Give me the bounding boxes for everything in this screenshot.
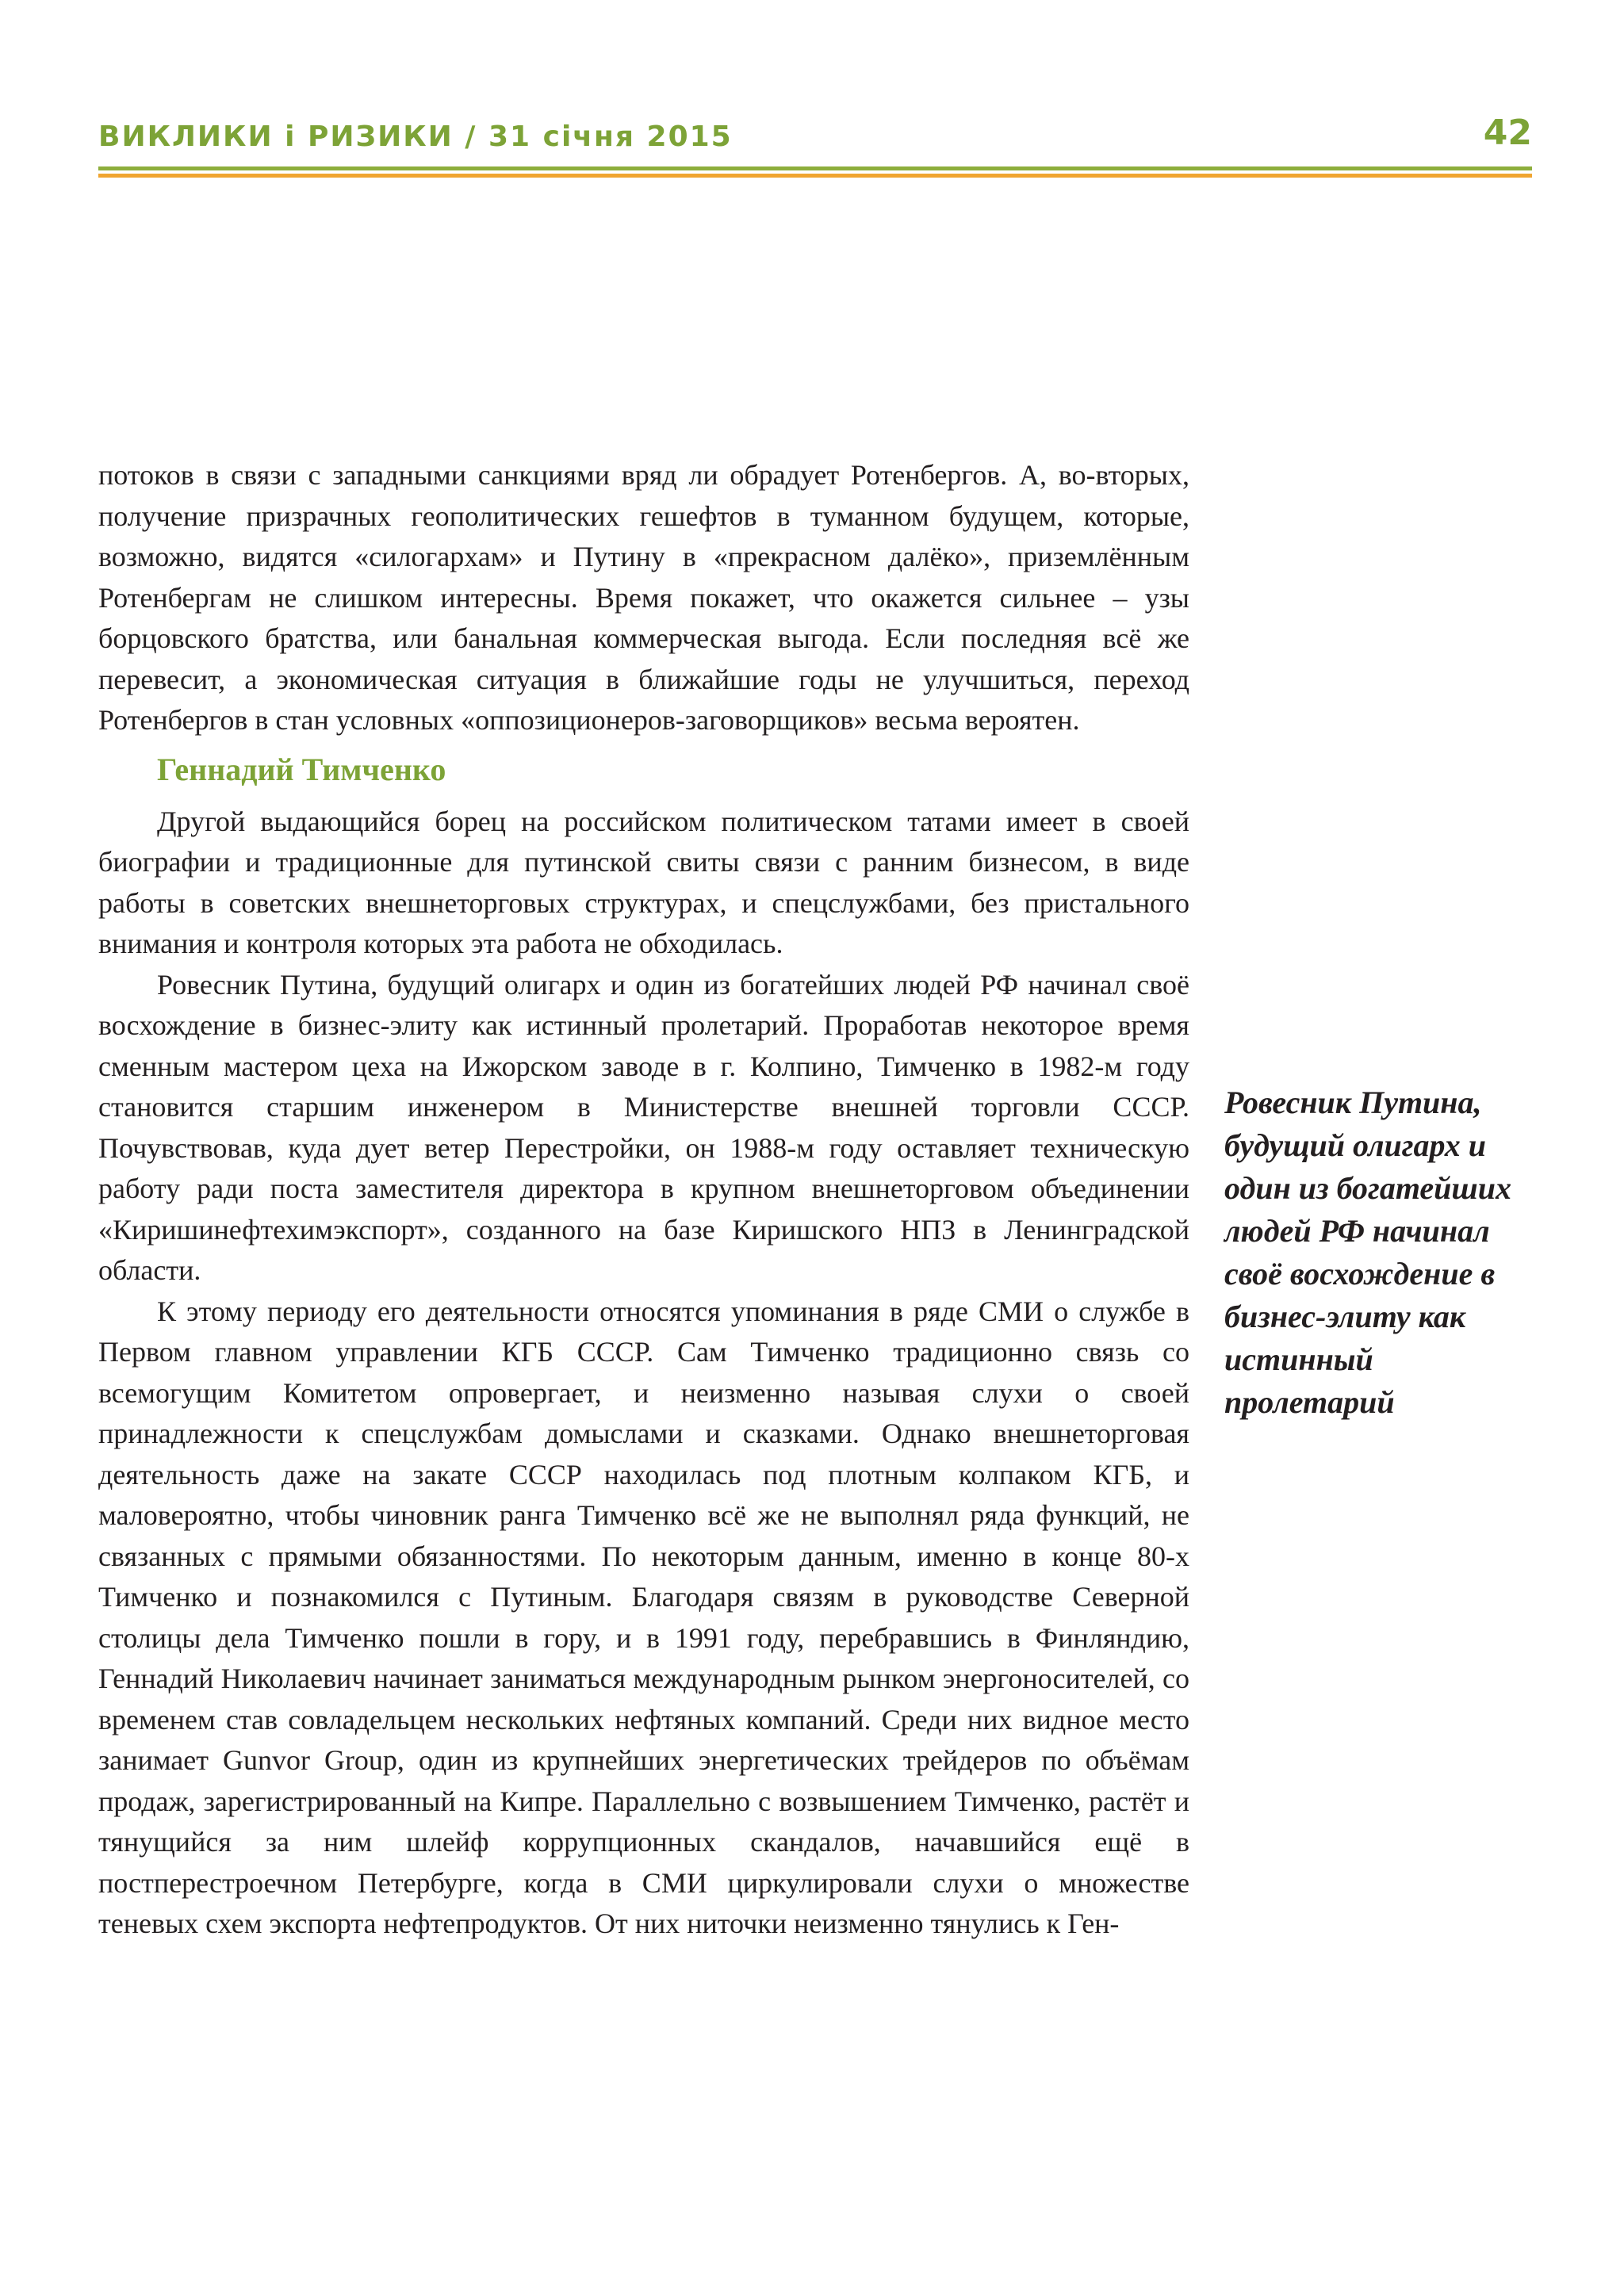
header-rule-orange bbox=[98, 174, 1532, 178]
pull-quote: Ровесник Путина, будущий олигарх и один из богатейших людей РФ начинал своё восхождение в бизнес-элиту как истинный пролетарий bbox=[1224, 1085, 1511, 1420]
article-body bbox=[98, 455, 1189, 1945]
page-number: 42 bbox=[1483, 113, 1532, 153]
section-heading: Геннадий Тимченко bbox=[157, 751, 446, 787]
body-paragraph: Другой выдающийся борец на российском политическом татами имеет в своей биографии и традиционные для путинской свиты связи с ранним бизнесом, в виде работы в советских внешнеторговых структурах, и спецслужбами, без пристального внимания и контроля которых эта работа не обходилась. bbox=[98, 805, 1189, 959]
body-paragraph: К этому периоду его деятельности относятся упоминания в ряде СМИ о службе в Первом главном управлении КГБ СССР. Сам Тимченко традиционно связь со всемогущим Комитетом опровергает, и неизменно называя слухи о своей принадлежности к спецслужбам домыслами и сказками. Однако внешнеторговая деятельность даже на закате СССР находилась под плотным колпаком КГБ, и маловероятно, чтобы чиновник ранга Тимченко всё же не выполнял ряда функций, не связанных с прямыми обязанностями. По некоторым данным, именно в конце 80-х Тимченко и познакомился с Путиным. Благодаря связям в руководстве Северной столицы дела Тимченко пошли в гору, и в 1991 году, перебравшись в Финляндию, Геннадий Николаевич начинает заниматься международным рынком энергоносителей, со временем став совладельцем нескольких нефтяных компаний. Среди них видное место занимает Gunvor Group, один из крупнейших энергетических трейдеров по объёмам продаж, зарегистрированный на Кипре. Параллельно с возвышением Тимченко, растёт и тянущийся за ним шлейф коррупционных скандалов, начавшийся ещё в постперестроечном Петербурге, когда в СМИ циркулировали слухи о множестве теневых схем экспорта нефтепродуктов. От них ниточки неизменно тянулись к Ген- bbox=[98, 1295, 1189, 1939]
intro-paragraph: потоков в связи с западными санкциями вряд ли обрадует Ротенбергов. А, во-вторых, получение призрачных геополитических гешефтов в туманном будущем, которые, возможно, видятся «силогархам» и Путину в «прекрасном далёко», приземлённым Ротенбергам не слишком интересны. Время покажет, что окажется сильнее – узы борцовского братства, или банальная коммерческая выгода. Если последняя всё же перевесит, а экономическая ситуация в ближайшие годы не улучшиться, переход Ротенбергов в стан условных «оппозиционеров-заговорщиков» весьма вероятен. bbox=[98, 459, 1189, 736]
journal-title: ВИКЛИКИ і РИЗИКИ / 31 січня 2015 bbox=[98, 121, 733, 153]
page-header bbox=[98, 111, 1532, 166]
header-rule-green bbox=[98, 166, 1532, 170]
body-paragraph: Ровесник Путина, будущий олигарх и один из богатейших людей РФ начинал своё восхождение в бизнес-элиту как истинный пролетарий. Проработав некоторое время сменным мастером цеха на Ижорском заводе в г. Колпино, Тимченко в 1982-м году становится старшим инженером в Министерстве внешней торговли СССР. Почувствовав, куда дует ветер Перестройки, он 1988-м году оставляет техническую работу ради поста заместителя директора в крупном внешнеторговом объединении «Киришинефтехимэкспорт», созданного на базе Киришского НПЗ в Ленинградской области. bbox=[98, 968, 1189, 1286]
